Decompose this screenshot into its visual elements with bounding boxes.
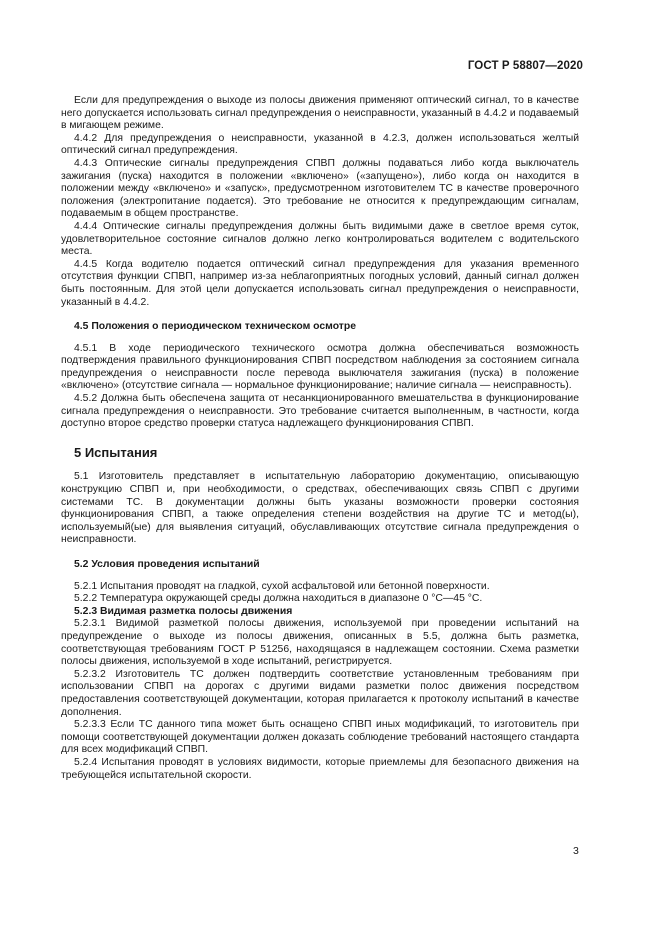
- paragraph-4-4-5: 4.4.5 Когда водителю подается оптический сигнал предупреждения для указания временного отсутствия функции СПВП, например из-за неблагоприятных погодных условий, данный сигнал должен быть постоянным. Для этой цели допускается использовать сигнал предупреждения о неисправности, указанный в 4.4.2.: [61, 258, 579, 308]
- paragraph-5-2-3-1: 5.2.3.1 Видимой разметкой полосы движения, используемой при проведении испытаний на предупреждение о выходе из полосы движения, описанных в 5.5, должна быть разметка, соответствующая требованиям ГОСТ Р 51256, находящаяся в надлежащем состоянии. Схема разметки полосы движения, используемой в ходе испытаний, регистрируется.: [61, 618, 579, 668]
- paragraph-4-4-4: 4.4.4 Оптические сигналы предупреждения должны быть видимыми даже в светлое время суток, удовлетворительное состояние сигналов должно легко контролироваться водителем с водительского места.: [61, 220, 579, 258]
- page-number: 3: [573, 845, 579, 857]
- section-5-2-title: 5.2 Условия проведения испытаний: [74, 559, 260, 570]
- paragraph-4-4-2: 4.4.2 Для предупреждения о неисправности, указанной в 4.2.3, должен использоваться желтый оптический сигнал предупреждения.: [61, 132, 579, 157]
- paragraph-5-2-4: 5.2.4 Испытания проводят в условиях видимости, которые приемлемы для безопасного движения на требующейся испытательной скорости.: [61, 756, 579, 781]
- paragraph-5-2-1: 5.2.1 Испытания проводят на гладкой, сухой асфальтовой или бетонной поверхности.: [74, 580, 490, 592]
- section-4-5-title: 4.5 Положения о периодическом техническом осмотре: [74, 321, 357, 333]
- document-id-header: ГОСТ Р 58807—2020: [467, 60, 583, 72]
- paragraph-5-2-3-2: 5.2.3.2 Изготовитель ТС должен подтвердить соответствие установленным требованиям при использовании СПВП на дорогах с другими видами разметки полос движения посредством предоставления соответствующей документации, которая прилагается к протоколу испытаний в качестве дополнения.: [61, 668, 579, 718]
- paragraph-optical-signal-note: Если для предупреждения о выходе из полосы движения применяют оптический сигнал, то в качестве него допускается использовать сигнал предупреждения о неисправности, указанный в 4.4.2 и подаваемый в мигающем режиме.: [61, 95, 579, 132]
- paragraph-4-5-1: 4.5.1 В ходе периодического технического осмотра должна обеспечиваться возможность подтверждения правильного функционирования СПВП посредством наблюдения за состоянием сигнала предупреждения о неисправности после перевода выключателя зажигания (пуска) в положение «включено» (отсутствие сигнала — нормальное функционирование; наличие сигнала — неисправность).: [61, 342, 579, 392]
- paragraph-5-2-2: 5.2.2 Температура окружающей среды должна находиться в диапазоне 0 °C—45 °C.: [74, 593, 483, 605]
- section-5-title: 5 Испытания: [74, 444, 158, 460]
- document-body: [61, 95, 579, 782]
- paragraph-4-4-3: 4.4.3 Оптические сигналы предупреждения СПВП должны подаваться либо когда выключатель зажигания (пуска) находится в положении «включено» («запущено»), либо когда он находится в положении между «включено» и «запуск», предусмотренном изготовителем ТС в качестве проверочного положения (электропитание подается). Это требование не относится к предупреждающим сигналам, подаваемым в общем пространстве.: [61, 157, 579, 220]
- paragraph-5-2-3-3: 5.2.3.3 Если ТС данного типа может быть оснащено СПВП иных модификаций, то изготовитель при помощи соответствующей документации должен доказать соблюдение требований настоящего стандарта для всех модификаций СПВП.: [61, 719, 579, 756]
- subsection-5-2-3-title: 5.2.3 Видимая разметка полосы движения: [74, 605, 293, 617]
- paragraph-4-5-2: 4.5.2 Должна быть обеспечена защита от несанкционированного вмешательства в функционирование сигнала предупреждения о неисправности. Это требование считается выполненным, в частности, когда доступно второе средство проверки статуса надлежащего функционирования СПВП.: [61, 393, 579, 430]
- paragraph-5-1: 5.1 Изготовитель представляет в испытательную лабораторию документацию, описывающую конструкцию СПВП и, при необходимости, о средствах, обеспечивающих связь СПВП с другими системами ТС. В документации должны быть указаны возможности проверки состояния функционирования СПВП, а также определения степени воздействия на другие ТС и метод(ы), используемый(ые) для выявления ситуаций, обуславливающих отсутствие сигнала предупреждения о неисправности.: [61, 471, 579, 546]
